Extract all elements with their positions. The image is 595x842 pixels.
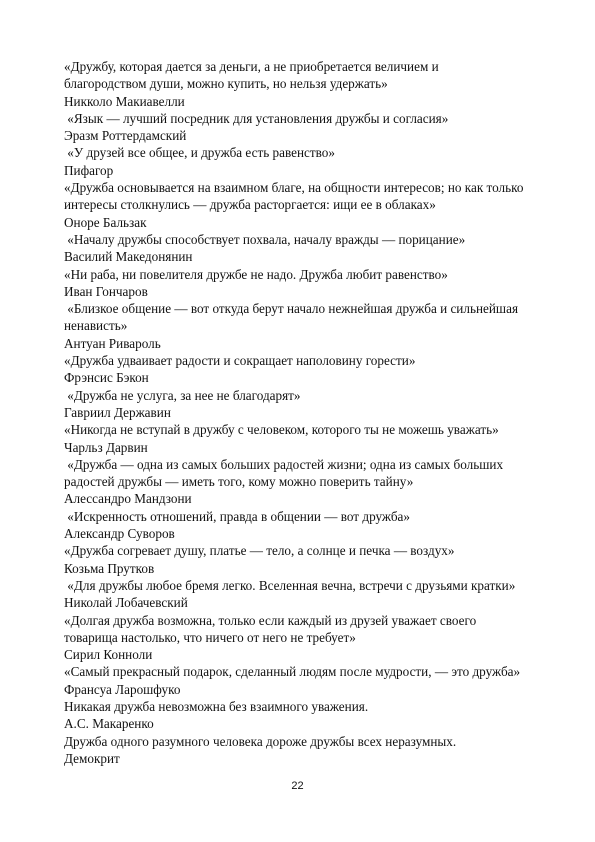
text-line: «Самый прекрасный подарок, сделанный людям после мудрости, — это дружба» [64, 664, 521, 680]
text-line: «Близкое общение — вот откуда берут начало нежнейшая дружба и сильнейшая [64, 301, 519, 317]
text-line: Фрэнсис Бэкон [64, 370, 149, 386]
text-line: «Долгая дружба возможна, только если каждый из друзей уважает своего [64, 612, 477, 628]
text-line: Гавриил Державин [64, 404, 171, 420]
text-line: «Дружбу, которая дается за деньги, а не приобретается величием и [64, 59, 439, 74]
text-line: Алессандро Мандзони [64, 491, 192, 507]
text-line: Николай Лобачевский [64, 595, 188, 611]
text-line: Дружба одного разумного человека дороже дружбы всех неразумных. [64, 733, 457, 749]
text-line: благородством души, можно купить, но нельзя удержать» [64, 76, 388, 92]
text-line: Иван Гончаров [64, 283, 148, 299]
text-line: товарища настолько, что ничего от него не требует» [64, 629, 356, 645]
quotes-text-block [64, 58, 542, 767]
text-line: интересы столкнулись — дружба расторгается: ищи ее в облаках» [64, 197, 436, 213]
text-line: Чарльз Дарвин [64, 439, 148, 455]
text-line: «Искренность отношений, правда в общении — вот дружба» [64, 508, 411, 524]
text-line: Никколо Макиавелли [64, 93, 185, 109]
text-line: «Началу дружбы способствует похвала, началу вражды — порицание» [64, 231, 466, 247]
text-line: ненависть» [64, 318, 128, 334]
text-line: Александр Суворов [64, 526, 175, 542]
text-line: «Никогда не вступай в дружбу с человеком, которого ты не можешь уважать» [64, 422, 499, 438]
text-line: «Дружба — одна из самых больших радостей жизни; одна из самых больших [64, 456, 504, 472]
text-line: радостей дружбы — иметь того, кому можно поверить тайну» [64, 474, 414, 490]
text-line: «Дружба не услуга, за нее не благодарят» [64, 387, 301, 403]
text-line: «Для дружбы любое бремя легко. Вселенная вечна, встречи с друзьями кратки» [64, 577, 516, 593]
text-line: Франсуа Ларошфуко [64, 681, 181, 697]
page-number: 22 [291, 780, 304, 792]
text-line: Василий Македонянин [64, 249, 193, 265]
text-line: Пифагор [64, 162, 114, 178]
text-line: Эразм Роттердамский [64, 128, 187, 144]
text-line: «Дружба удваивает радости и сокращает наполовину горести» [64, 353, 416, 369]
text-line: Оноре Бальзак [64, 214, 147, 230]
text-line: «Ни раба, ни повелителя дружбе не надо. Дружба любит равенство» [64, 266, 448, 282]
text-line: «У друзей все общее, и дружба есть равенство» [64, 145, 335, 161]
text-line: Антуан Ривароль [64, 335, 161, 351]
text-line: А.С. Макаренко [64, 716, 154, 732]
text-line: Сирил Конноли [64, 647, 153, 663]
text-line: Никакая дружба невозможна без взаимного уважения. [64, 698, 369, 714]
text-line: Козьма Прутков [64, 560, 155, 576]
text-line: Демокрит [64, 750, 120, 766]
text-line: «Язык — лучший посредник для установления дружбы и согласия» [64, 110, 449, 126]
text-line: «Дружба согревает душу, платье — тело, а солнце и печка — воздух» [64, 543, 455, 559]
text-line: «Дружба основывается на взаимном благе, на общности интересов; но как только [64, 180, 524, 196]
